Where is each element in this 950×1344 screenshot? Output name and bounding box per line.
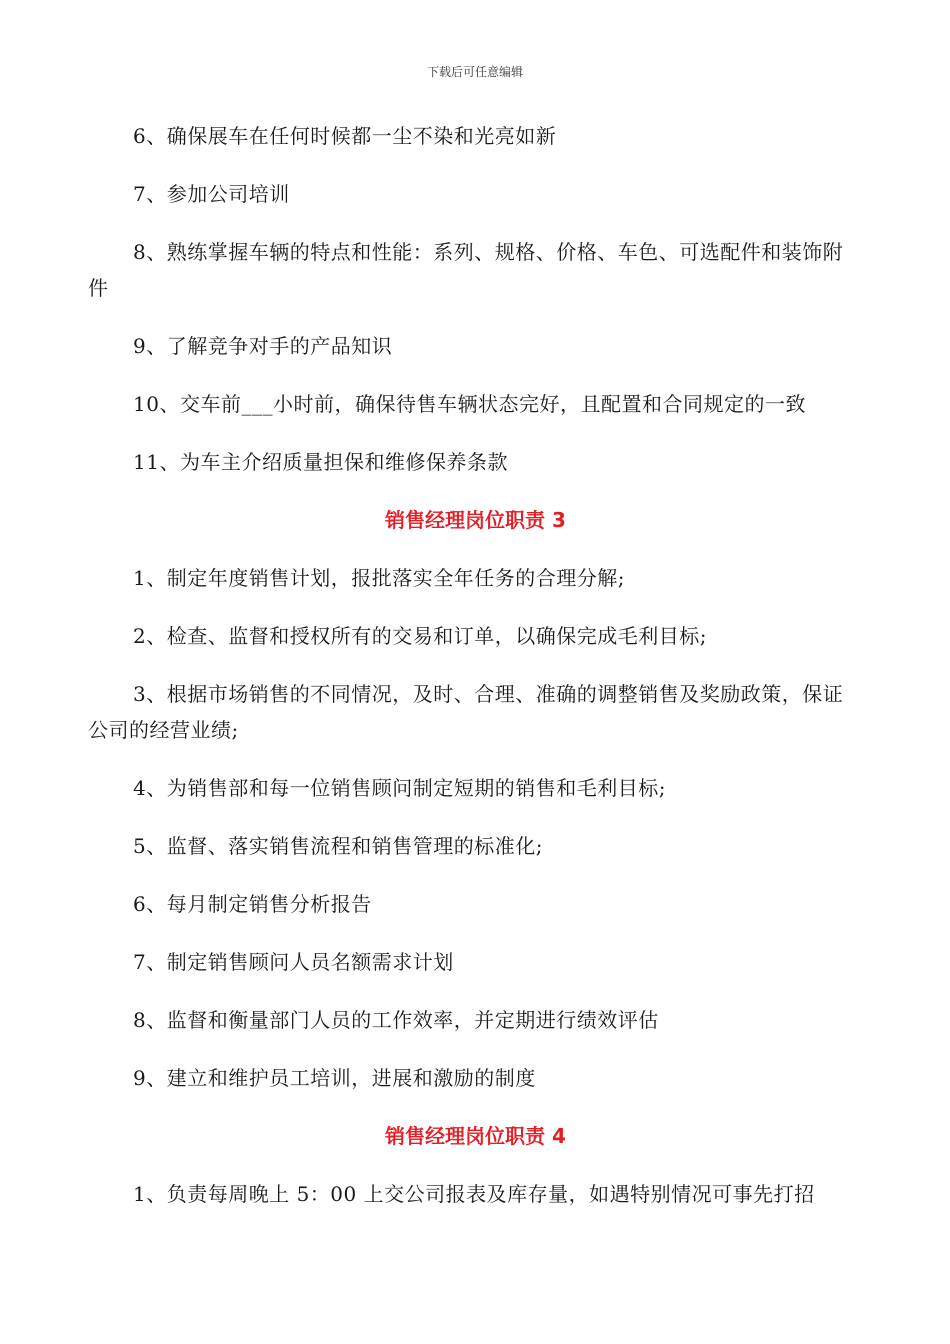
list-item: 11、为车主介绍质量担保和维修保养条款 <box>133 450 508 474</box>
list-item: 3、根据市场销售的不同情况，及时、合理、准确的调整销售及奖励政策，保证公司的经营业绩; <box>88 682 844 742</box>
list-item: 9、建立和维护员工培训，进展和激励的制度 <box>133 1066 536 1090</box>
page-header: 下载后可任意编辑 <box>426 65 523 79</box>
list-item: 7、制定销售顾问人员名额需求计划 <box>133 950 454 974</box>
section-heading: 销售经理岗位职责 3 <box>385 508 566 532</box>
list-item: 6、确保展车在任何时候都一尘不染和光亮如新 <box>133 124 557 148</box>
list-item: 4、为销售部和每一位销售顾问制定短期的销售和毛利目标; <box>133 776 666 800</box>
list-item: 7、参加公司培训 <box>133 182 290 206</box>
list-item: 6、每月制定销售分析报告 <box>133 892 372 916</box>
list-item: 5、监督、落实销售流程和销售管理的标准化; <box>133 834 543 858</box>
list-item: 8、熟练掌握车辆的特点和性能：系列、规格、价格、车色、可选配件和装饰附件 <box>88 240 844 300</box>
list-item: 9、了解竞争对手的产品知识 <box>133 334 393 358</box>
list-item: 1、制定年度销售计划，报批落实全年任务的合理分解; <box>133 566 625 590</box>
section-heading: 销售经理岗位职责 4 <box>385 1124 566 1148</box>
list-item: 2、检查、监督和授权所有的交易和订单，以确保完成毛利目标; <box>133 624 707 648</box>
list-item: 1、负责每周晚上 5：00 上交公司报表及库存量，如遇特别情况可事先打招 <box>133 1182 815 1206</box>
document-body <box>88 118 863 1234</box>
list-item: 8、监督和衡量部门人员的工作效率，并定期进行绩效评估 <box>133 1008 659 1032</box>
list-item: 10、交车前___小时前，确保待售车辆状态完好，且配置和合同规定的一致 <box>133 392 806 416</box>
